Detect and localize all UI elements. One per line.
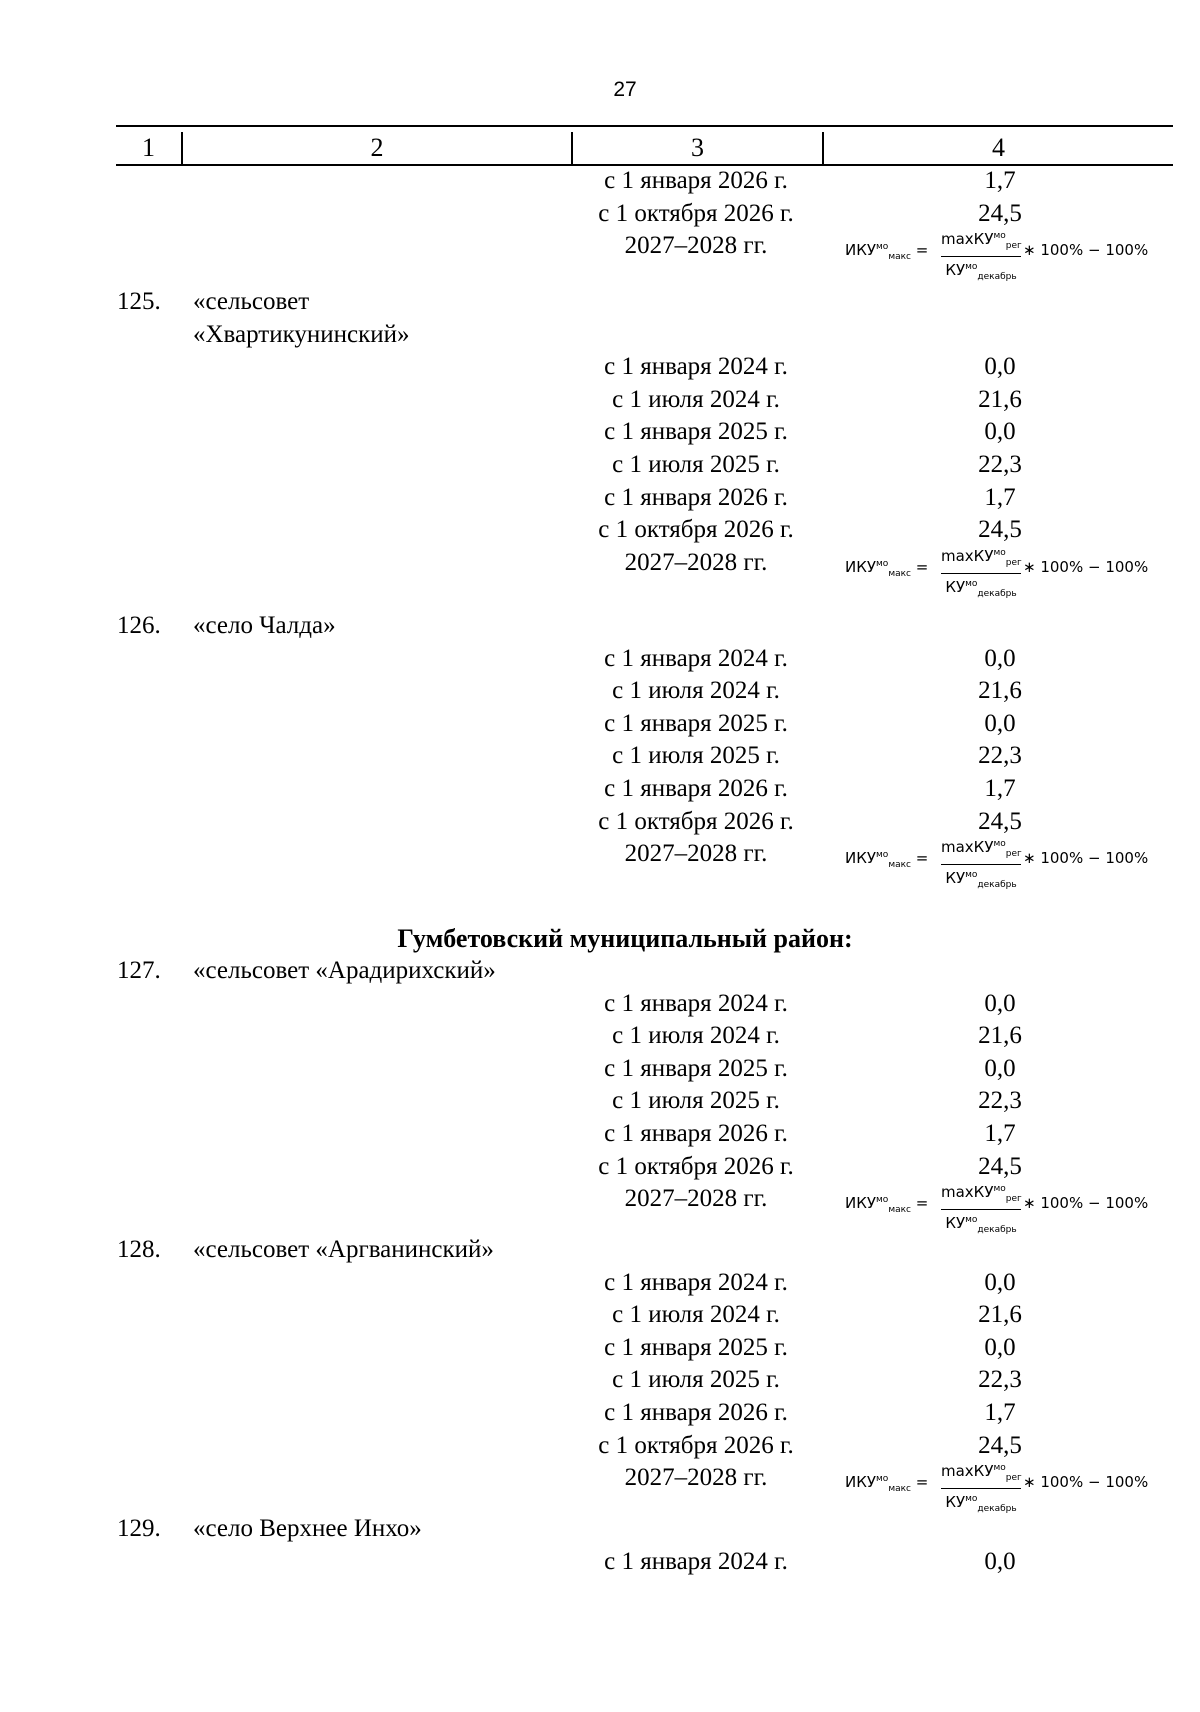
period-date: с 1 октября 2026 г. <box>598 516 794 544</box>
index-value: 24,5 <box>978 807 1022 835</box>
formula-fraction <box>941 226 1021 287</box>
column-header-4: 4 <box>992 133 1005 162</box>
index-value: 24,5 <box>978 1431 1022 1459</box>
formula-lhs: $ИКУ^{мо}_{макс}$ = <box>845 241 929 263</box>
formula-denominator: $КУ^{мо}_{декабрь}$ <box>945 261 1017 283</box>
formula-fraction <box>941 543 1021 604</box>
district-heading: Гумбетовский муниципальный район: <box>397 924 853 953</box>
index-value: 0,0 <box>984 418 1016 446</box>
formula-lhs: $ИКУ^{мо}_{макс}$ = <box>845 849 929 871</box>
index-value: 21,6 <box>978 385 1022 413</box>
period-date: с 1 октября 2026 г. <box>598 1431 794 1459</box>
formula-lhs: $ИКУ^{мо}_{макс}$ = <box>845 557 929 579</box>
formula-rhs: ∗ 100% − 100% <box>1023 241 1149 260</box>
column-header-3: 3 <box>691 133 704 162</box>
period-date: с 1 июля 2024 г. <box>612 677 780 705</box>
index-value: 0,0 <box>984 1054 1016 1082</box>
formula <box>845 1179 1155 1236</box>
formula-lhs: $ИКУ^{мо}_{макс}$ = <box>845 1194 929 1216</box>
index-value: 24,5 <box>978 516 1022 544</box>
page-number: 27 <box>613 78 637 101</box>
period-date: с 1 января 2025 г. <box>604 709 788 737</box>
formula <box>845 226 1155 283</box>
formula-numerator: maxКУ$^{мо}_{рег}$ <box>941 834 1021 865</box>
entry-name: «сельсовет «Арадирихский» <box>193 957 496 984</box>
index-value: 0,0 <box>984 989 1016 1017</box>
period-date: с 1 января 2024 г. <box>604 1268 788 1296</box>
entry-number: 125. <box>117 288 161 315</box>
formula-denominator: $КУ^{мо}_{декабрь}$ <box>945 1214 1017 1236</box>
period-date: 2027–2028 гг. <box>624 1185 768 1213</box>
index-value: 22,3 <box>978 1087 1022 1115</box>
index-value: 0,0 <box>984 709 1016 737</box>
index-value: 22,3 <box>978 1366 1022 1394</box>
period-date: с 1 января 2026 г. <box>604 1120 788 1147</box>
formula-numerator: maxКУ$^{мо}_{рег}$ <box>941 543 1021 574</box>
entry-name: «сельсовет «Аргванинский» <box>193 1236 494 1263</box>
formula-lhs: $ИКУ^{мо}_{макс}$ = <box>845 1473 929 1495</box>
formula-denominator: $КУ^{мо}_{декабрь}$ <box>945 869 1017 891</box>
index-value: 21,6 <box>978 677 1022 705</box>
formula-numerator: maxКУ$^{мо}_{рег}$ <box>941 1179 1021 1210</box>
period-date: 2027–2028 гг. <box>624 548 768 576</box>
period-date: 2027–2028 гг. <box>624 840 768 868</box>
period-date: с 1 июля 2024 г. <box>612 1022 780 1050</box>
entry-name: «село Чалда» <box>193 612 336 639</box>
period-date: с 1 января 2025 г. <box>604 1333 788 1361</box>
period-date: с 1 июля 2025 г. <box>612 1366 780 1394</box>
formula-fraction <box>941 1458 1021 1519</box>
period-date: с 1 октября 2026 г. <box>598 199 794 227</box>
formula-numerator: maxКУ$^{мо}_{рег}$ <box>941 226 1021 257</box>
index-value: 1,7 <box>984 1120 1016 1147</box>
period-date: с 1 июля 2025 г. <box>612 1087 780 1115</box>
period-date: с 1 июля 2024 г. <box>612 385 780 413</box>
index-value: 0,0 <box>984 644 1016 672</box>
index-value: 0,0 <box>984 1547 1016 1575</box>
table-top-rule <box>116 125 1173 127</box>
period-date: с 1 января 2026 г. <box>604 775 788 802</box>
period-date: с 1 января 2026 г. <box>604 483 788 511</box>
index-value: 22,3 <box>978 451 1022 478</box>
formula-denominator: $КУ^{мо}_{декабрь}$ <box>945 577 1017 599</box>
entry-number: 127. <box>117 957 161 984</box>
period-date: с 1 января 2024 г. <box>604 644 788 672</box>
formula-fraction <box>941 1179 1021 1240</box>
formula-rhs: ∗ 100% − 100% <box>1023 557 1149 576</box>
period-date: с 1 января 2025 г. <box>604 1054 788 1082</box>
formula-rhs: ∗ 100% − 100% <box>1023 1194 1149 1213</box>
entry-name: «сельсовет <box>193 288 310 315</box>
period-date: с 1 июля 2025 г. <box>612 451 780 478</box>
period-date: 2027–2028 гг. <box>624 1464 768 1492</box>
index-value: 0,0 <box>984 1333 1016 1361</box>
index-value: 24,5 <box>978 1152 1022 1180</box>
column-header-2: 2 <box>370 133 384 162</box>
index-value: 0,0 <box>984 353 1016 381</box>
formula <box>845 1458 1155 1515</box>
formula-rhs: ∗ 100% − 100% <box>1023 849 1149 868</box>
formula <box>845 543 1155 597</box>
period-date: с 1 января 2026 г. <box>604 1399 788 1426</box>
formula <box>845 834 1155 891</box>
index-value: 1,7 <box>984 1399 1016 1426</box>
index-value: 21,6 <box>978 1301 1022 1329</box>
period-date: с 1 октября 2026 г. <box>598 1152 794 1180</box>
period-date: с 1 октября 2026 г. <box>598 807 794 835</box>
formula-numerator: maxКУ$^{мо}_{рег}$ <box>941 1458 1021 1489</box>
entry-number: 129. <box>117 1515 161 1542</box>
period-date: с 1 июля 2025 г. <box>612 742 780 770</box>
formula-rhs: ∗ 100% − 100% <box>1023 1473 1149 1492</box>
index-value: 0,0 <box>984 1268 1016 1296</box>
column-header-1: 1 <box>142 133 155 162</box>
period-date: с 1 января 2024 г. <box>604 989 788 1017</box>
period-date: с 1 июля 2024 г. <box>612 1301 780 1329</box>
period-date: с 1 января 2026 г. <box>604 167 788 194</box>
formula-fraction <box>941 834 1021 895</box>
entry-number: 128. <box>117 1236 161 1263</box>
entry-name: «Хвартикунинский» <box>193 320 410 348</box>
period-date: с 1 января 2024 г. <box>604 353 788 381</box>
index-value: 1,7 <box>984 167 1016 194</box>
formula-denominator: $КУ^{мо}_{декабрь}$ <box>945 1493 1017 1515</box>
index-value: 22,3 <box>978 742 1022 770</box>
period-date: 2027–2028 гг. <box>624 232 768 260</box>
index-value: 1,7 <box>984 775 1016 802</box>
entry-name: «село Верхнее Инхо» <box>193 1515 422 1542</box>
index-value: 24,5 <box>978 199 1022 227</box>
entry-number: 126. <box>117 612 161 639</box>
period-date: с 1 января 2025 г. <box>604 418 788 446</box>
index-value: 21,6 <box>978 1022 1022 1050</box>
index-value: 1,7 <box>984 483 1016 511</box>
period-date: с 1 января 2024 г. <box>604 1547 788 1575</box>
